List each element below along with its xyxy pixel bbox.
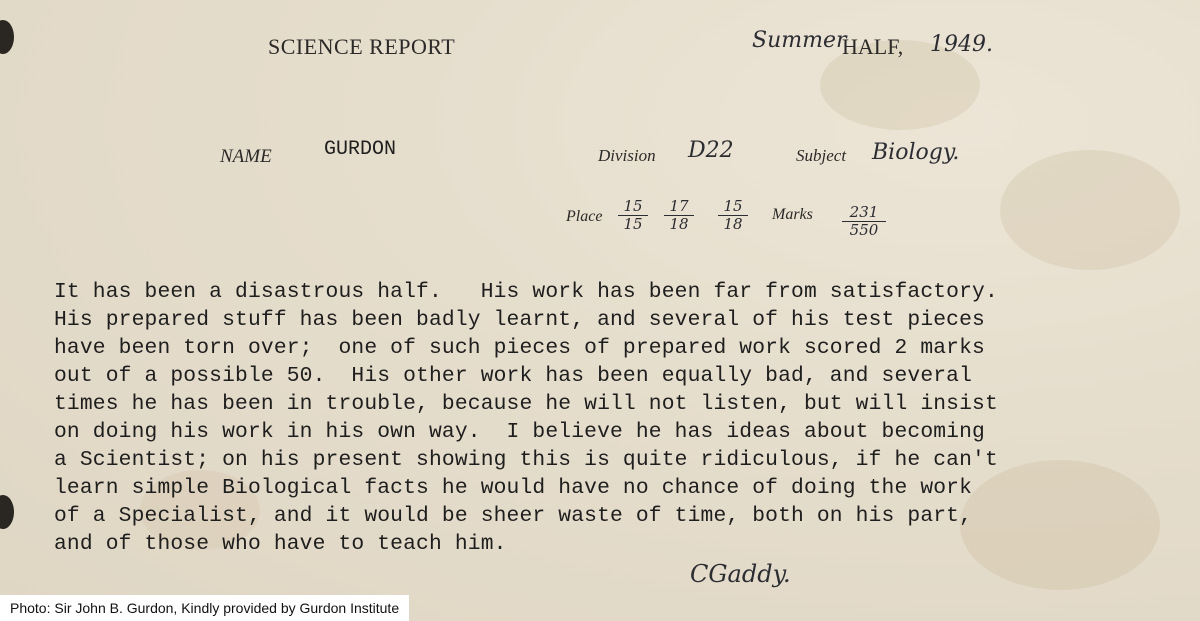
paper-stain [1000,150,1180,270]
marks-fraction: $\frac{231}{550}$ [842,204,886,239]
teacher-signature: CGaddy. [690,560,791,588]
report-line: have been torn over; one of such pieces of prepared work scored 2 marks [54,336,985,360]
place-fraction: $\frac{17}{18}$ [664,198,694,233]
report-line: out of a possible 50. His other work has been equally bad, and several [54,364,973,388]
place-fraction: $\frac{15}{18}$ [718,198,748,233]
report-line: It has been a disastrous half. His work has been far from satisfactory. [54,280,998,304]
place-label: Place [566,208,603,225]
paper-stain [960,460,1160,590]
report-line: His prepared stuff has been badly learnt, and several of his test pieces [54,308,985,332]
report-line: of a Specialist, and it would be sheer waste of time, both on his part, [54,504,973,528]
report-line: and of those who have to teach him. [54,532,507,556]
name-value: GURDON [324,138,397,161]
subject-label: Subject [796,146,847,165]
punch-hole [0,20,14,54]
report-line: learn simple Biological facts he would have no chance of doing the work [54,476,973,500]
photo-credit: Photo: Sir John B. Gurdon, Kindly provided by Gurdon Institute [0,595,409,621]
report-line: times he has been in trouble, because he will not listen, but will insist [54,392,998,416]
term-handwritten: Summer [752,28,847,53]
report-title: SCIENCE REPORT [268,34,456,59]
half-label: HALF, [842,34,904,59]
report-line: on doing his work in his own way. I believe he has ideas about becoming [54,420,985,444]
name-label: NAME [220,146,272,167]
division-label: Division [598,146,656,165]
year-handwritten: 1949. [930,32,993,57]
place-fraction: $\frac{15}{15}$ [618,198,648,233]
report-line: a Scientist; on his present showing this is quite ridiculous, if he can't [54,448,998,472]
punch-hole [0,495,14,529]
subject-value: Biology. [872,140,960,165]
division-value: D22 [688,138,734,163]
marks-label: Marks [772,206,813,223]
